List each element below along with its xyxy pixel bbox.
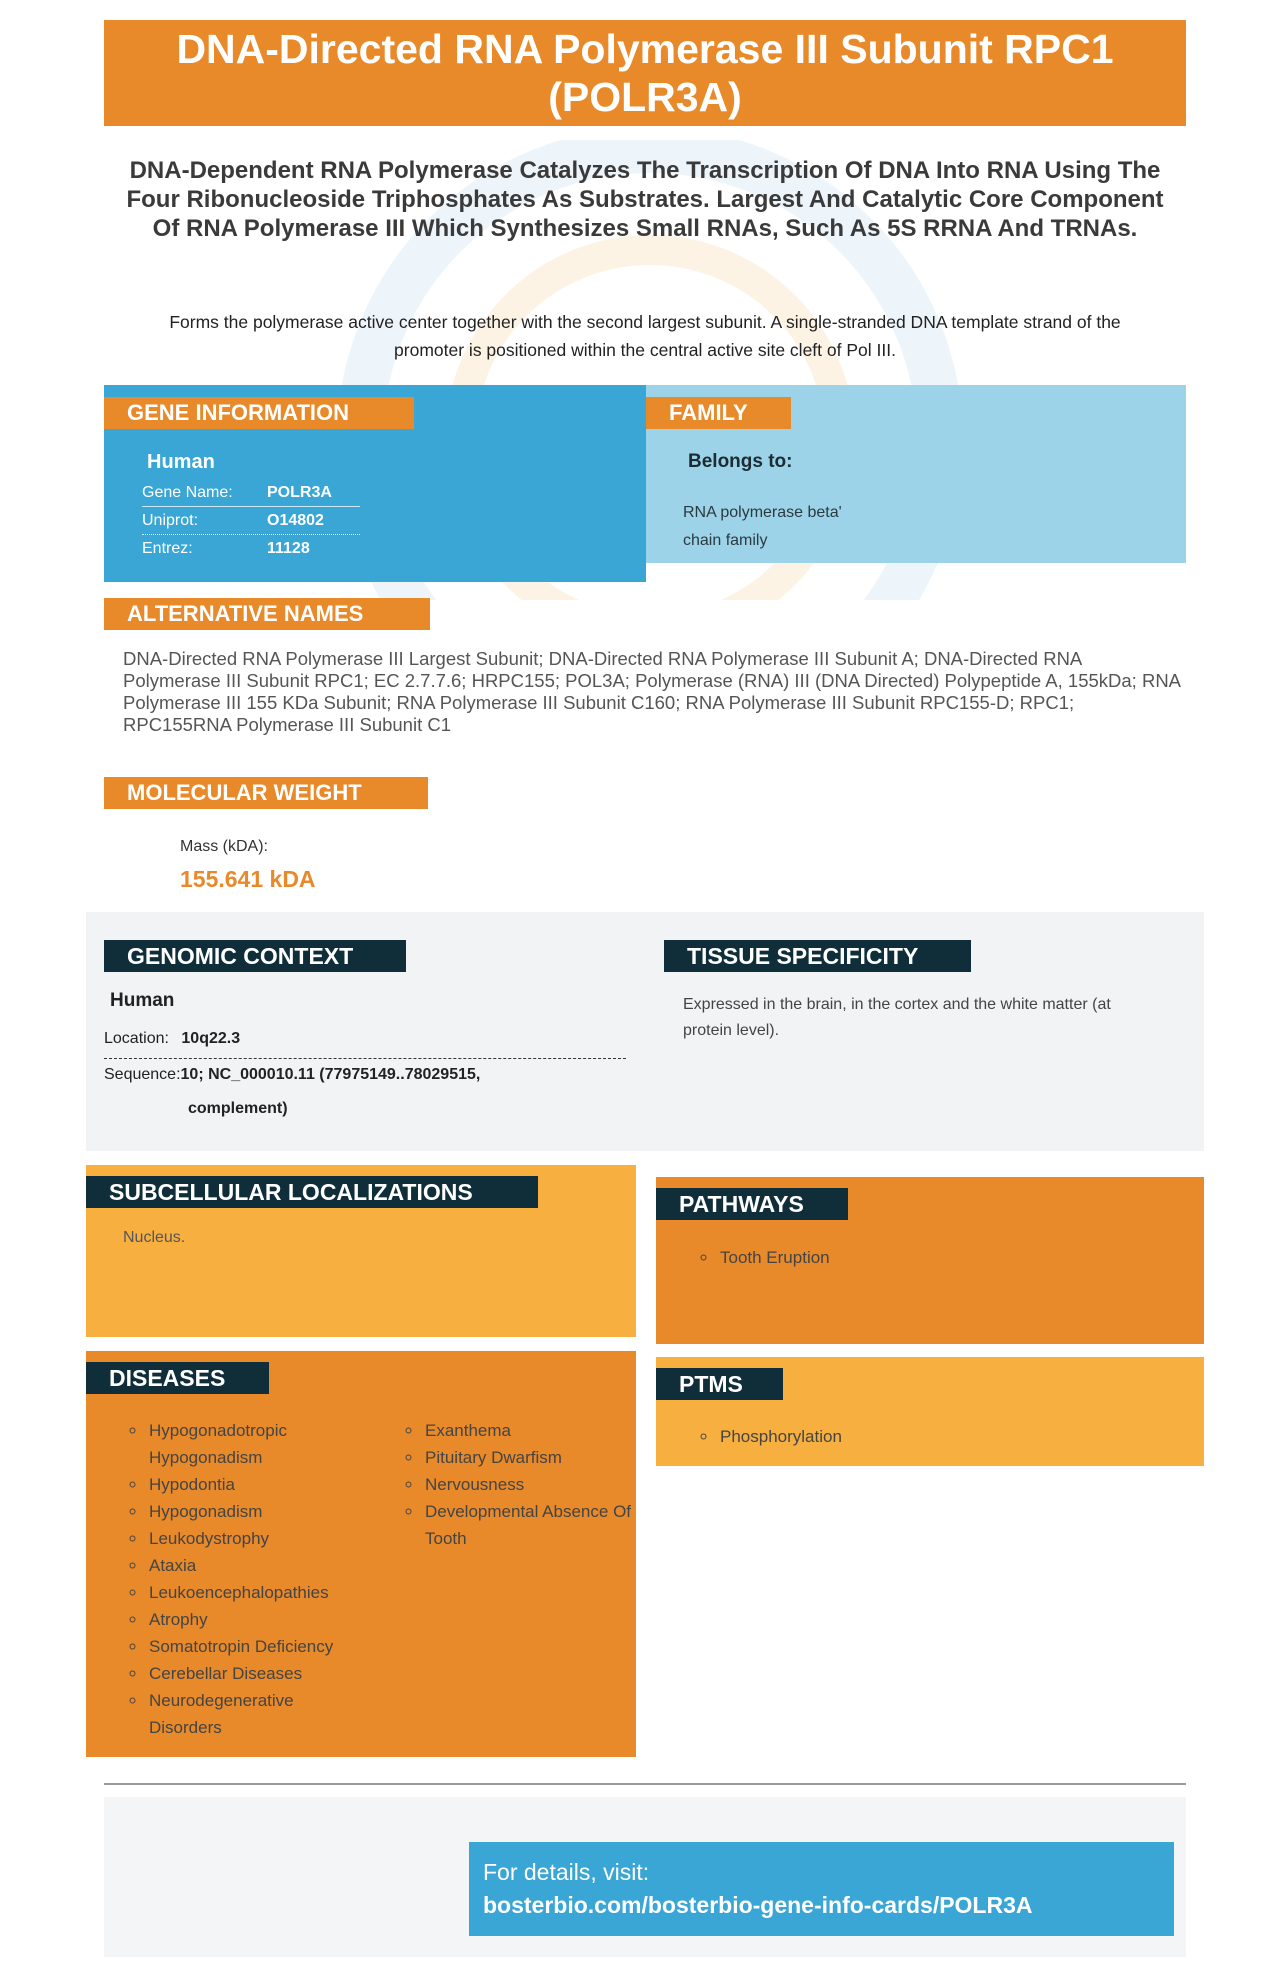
uniprot-value: O14802 [267, 511, 324, 529]
protein-description: Forms the polymerase active center together with the second largest subunit. A single-stranded DNA template strand of the promoter is positioned within the central active site cleft of Pol III. [169, 312, 1121, 360]
ptm-item: ◦ Phosphorylation [718, 1423, 842, 1450]
mass-label: Mass (kDA): [180, 838, 268, 855]
genomic-divider [104, 1058, 626, 1059]
gene-name-label: Gene Name: [142, 483, 233, 501]
gene-information-heading: GENE INFORMATION [104, 397, 414, 429]
genomic-sequence-label: Sequence: [104, 1066, 181, 1083]
genomic-species: Human [110, 990, 175, 1011]
alternative-names-heading: ALTERNATIVE NAMES [104, 598, 430, 630]
pathways-heading: PATHWAYS [656, 1188, 848, 1220]
disease-item: ◦ Nervousness [423, 1471, 633, 1498]
genomic-location-label: Location: [104, 1030, 169, 1047]
disease-item: ◦ Leukoencephalopathies [147, 1579, 357, 1606]
disease-item: ◦ Leukodystrophy [147, 1525, 357, 1552]
family-panel [646, 385, 1186, 563]
gene-information-panel [104, 385, 646, 582]
genomic-sequence-row [104, 1066, 480, 1084]
details-link-box[interactable] [469, 1842, 1174, 1936]
gene-species: Human [147, 451, 215, 473]
details-url-link[interactable]: bosterbio.com/bosterbio-gene-info-cards/POLR3A [483, 1892, 1033, 1918]
genomic-location-row [104, 1030, 240, 1048]
ptms-heading: PTMS [656, 1368, 783, 1400]
genomic-location-value: 10q22.3 [181, 1030, 241, 1047]
molecular-weight-heading: MOLECULAR WEIGHT [104, 777, 428, 809]
mass-value: 155.641 kDA [180, 866, 316, 892]
disease-item: ◦ Exanthema [423, 1417, 633, 1444]
disease-item: ◦ Hypodontia [147, 1471, 357, 1498]
pathways-panel [656, 1177, 1204, 1344]
genomic-context-heading: GENOMIC CONTEXT [104, 940, 406, 972]
disease-item: ◦ Cerebellar Diseases [147, 1660, 357, 1687]
ptms-list [718, 1423, 842, 1450]
entrez-row [142, 535, 360, 563]
diseases-list-col1 [147, 1417, 357, 1741]
subcellular-text: Nucleus. [123, 1229, 186, 1246]
genomic-sequence-value-line1: 10; NC_000010.11 (77975149..78029515, [180, 1066, 481, 1083]
family-value-line2: chain family [683, 532, 768, 549]
family-value [683, 499, 842, 555]
disease-item: ◦ Somatotropin Deficiency [147, 1633, 357, 1660]
uniprot-row [142, 507, 360, 535]
family-belongs-label: Belongs to: [688, 451, 793, 472]
gene-name-value: POLR3A [267, 483, 332, 501]
disease-item: ◦ Neurodegenerative Disorders [147, 1687, 357, 1741]
protein-function-summary: DNA-Dependent RNA Polymerase Catalyzes The Transcription Of DNA Into RNA Using The Four Ribonucleoside Triphosphates As Substrates. Largest And Catalytic Core Component Of RNA Polymerase III Which Synthesizes Small RNAs, Such As 5S RRNA And TRNAs. [126, 157, 1164, 242]
family-heading: FAMILY [646, 397, 791, 429]
details-label: For details, visit: [483, 1859, 650, 1885]
diseases-panel [86, 1351, 636, 1757]
genomic-sequence-value-line2: complement) [188, 1100, 288, 1117]
tissue-specificity-heading: TISSUE SPECIFICITY [664, 940, 971, 972]
genomic-sequence-continuation [188, 1100, 288, 1118]
subcellular-heading: SUBCELLULAR LOCALIZATIONS [86, 1176, 538, 1208]
disease-item: ◦ Hypogonadism [147, 1498, 357, 1525]
tissue-specificity-text: Expressed in the brain, in the cortex and the white matter (at protein level). [683, 996, 1111, 1039]
pathway-item: ◦ Tooth Eruption [718, 1244, 830, 1271]
page-title [104, 20, 1186, 126]
entrez-value: 11128 [267, 540, 310, 557]
disease-item: ◦ Pituitary Dwarfism [423, 1444, 633, 1471]
footer-divider [104, 1783, 1186, 1785]
disease-item: ◦ Hypogonadotropic Hypogonadism [147, 1417, 357, 1471]
ptms-panel [656, 1357, 1204, 1466]
family-value-line1: RNA polymerase beta' [683, 504, 842, 521]
disease-item: ◦ Ataxia [147, 1552, 357, 1579]
entrez-label: Entrez: [142, 540, 193, 557]
diseases-list-col2 [423, 1417, 633, 1552]
gene-name-row [142, 479, 360, 507]
page-title-text: DNA-Directed RNA Polymerase III Subunit RPC1 (POLR3A) [176, 26, 1114, 120]
disease-item: ◦ Developmental Absence Of Tooth [423, 1498, 633, 1552]
diseases-heading: DISEASES [86, 1362, 269, 1394]
disease-item: ◦ Atrophy [147, 1606, 357, 1633]
subcellular-panel [86, 1165, 636, 1337]
pathways-list [718, 1244, 830, 1271]
uniprot-label: Uniprot: [142, 511, 199, 529]
alternative-names-text: DNA-Directed RNA Polymerase III Largest Subunit; DNA-Directed RNA Polymerase III Subunit A; DNA-Directed RNA Polymerase III Subunit RPC1; EC 2.7.7.6; HRPC155; POL3A; Polymerase (RNA) III (DNA Directed) Polypeptide A, 155kDa; RNA Polymerase III 155 KDa Subunit; RNA Polymerase III Subunit C160; RNA Polymerase III Subunit RPC155-D; RPC1; RPC155RNA Polymerase III Subunit C1 [123, 648, 1181, 735]
